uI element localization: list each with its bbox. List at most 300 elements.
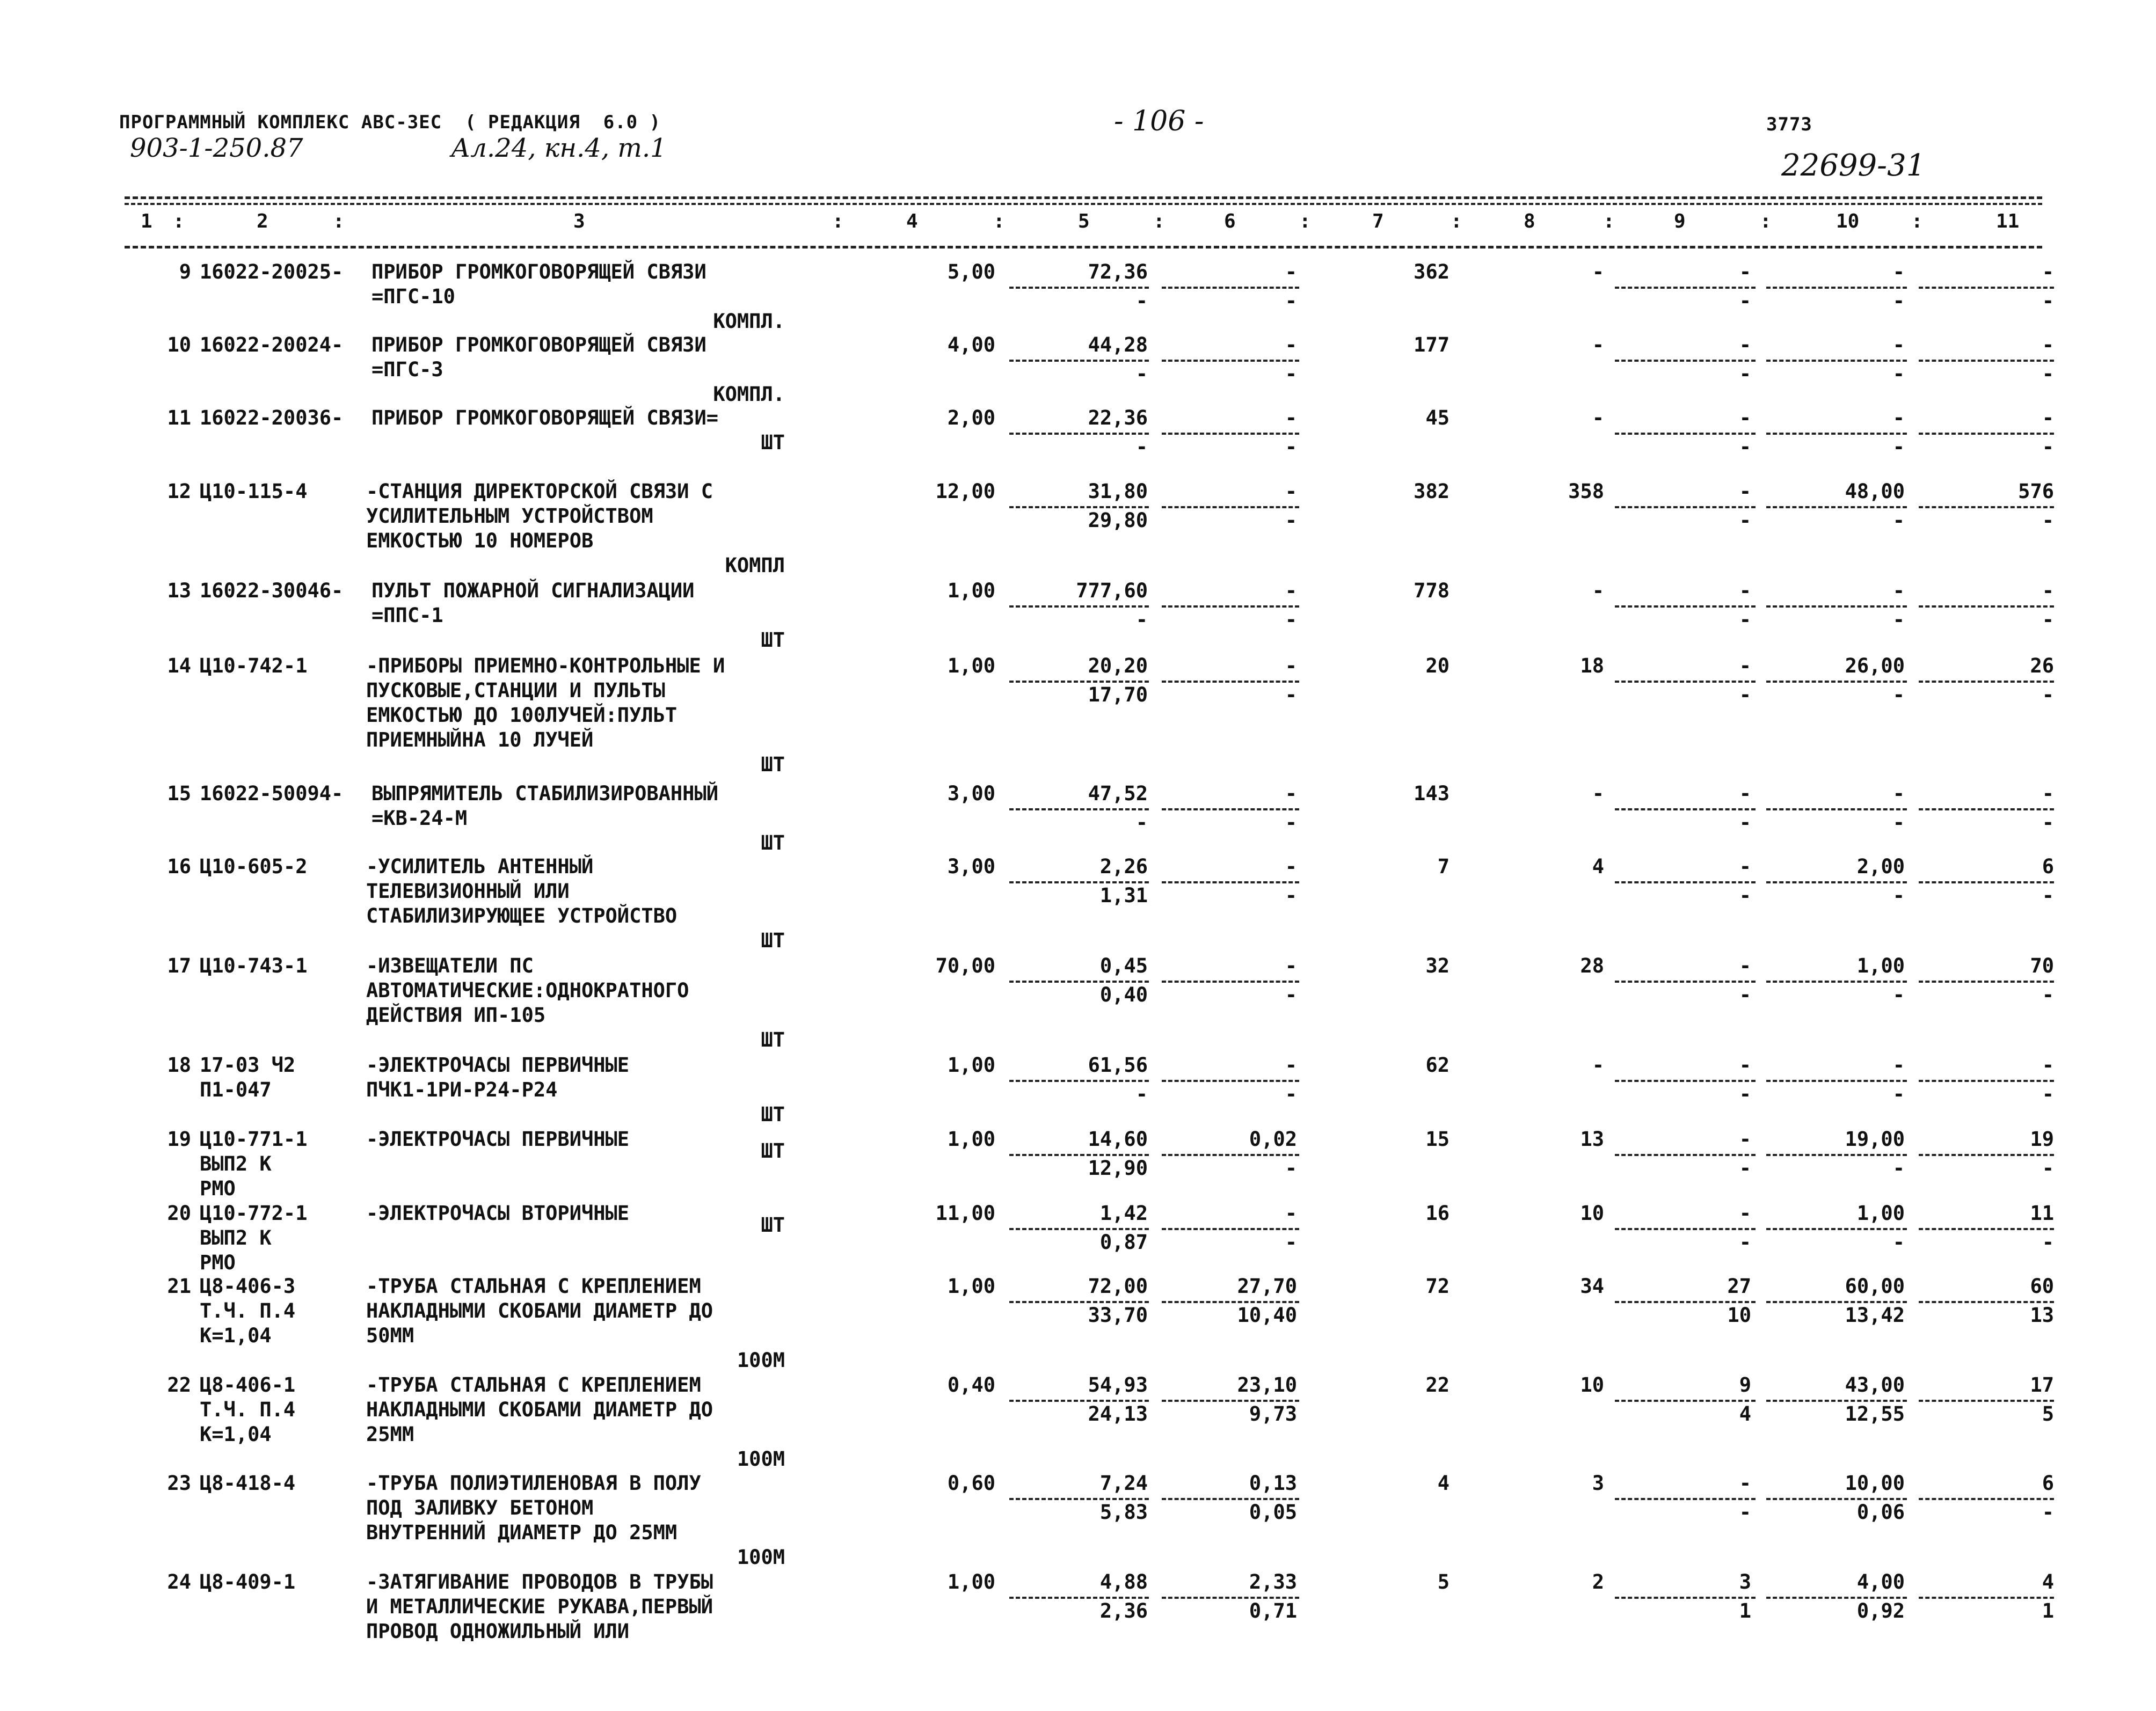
quantity: 1,00 (947, 1128, 995, 1151)
total-cost: 5 (1437, 1570, 1450, 1593)
labor-total: - (2042, 333, 2054, 356)
item-description: -УСИЛИТЕЛЬ АНТЕННЫЙ (366, 855, 594, 878)
machinist-wage: - (1285, 1157, 1297, 1180)
rate-code: Ц8-418-4 (200, 1472, 296, 1495)
column-separator: : (1911, 210, 1923, 232)
document-code: 3773 (1766, 114, 1812, 135)
unit-cost: 7,24 (1099, 1472, 1148, 1495)
machine-total: - (1739, 782, 1751, 805)
row-number: 15 (167, 782, 191, 805)
machine-cost: - (1285, 480, 1297, 503)
unit-cost: 1,42 (1099, 1202, 1148, 1225)
item-description: ВЫПРЯМИТЕЛЬ СТАБИЛИЗИРОВАННЫЙ (372, 782, 719, 805)
measure-unit: ШТ (761, 753, 785, 776)
quantity: 2,00 (947, 406, 995, 429)
machinist-wage-total: - (1739, 435, 1751, 458)
measure-unit: КОМПЛ (725, 554, 785, 577)
column-header-3: 3 (573, 210, 585, 232)
rate-code: Ц10-742-1 (200, 654, 308, 677)
machinist-labor: - (1892, 811, 1905, 834)
wage-per-unit: 17,70 (1088, 683, 1148, 706)
unit-cost: 2,26 (1099, 855, 1148, 878)
row-number: 12 (167, 480, 191, 503)
column-header-7: 7 (1372, 210, 1384, 232)
machinist-wage: - (1285, 608, 1297, 631)
quantity: 1,00 (947, 1570, 995, 1593)
labor-per-unit: 19,00 (1845, 1128, 1905, 1151)
wage-per-unit: 12,90 (1088, 1157, 1148, 1180)
machinist-wage: - (1285, 509, 1297, 532)
quantity: 3,00 (947, 782, 995, 805)
unit-cost: 4,88 (1099, 1570, 1148, 1593)
machinist-labor: - (1892, 884, 1905, 907)
item-description: 50ММ (366, 1324, 414, 1347)
rate-code: Ц10-605-2 (200, 855, 308, 878)
measure-unit: ШТ (761, 1103, 785, 1126)
quantity: 11,00 (935, 1202, 995, 1225)
labor-total: - (2042, 1054, 2054, 1077)
quantity: 4,00 (947, 333, 995, 356)
total-cost: 72 (1425, 1275, 1450, 1298)
item-description: СТАБИЛИЗИРУЮЩЕЕ УСТРОЙСТВО (366, 904, 678, 927)
item-description: ПОД ЗАЛИВКУ БЕТОНОМ (366, 1496, 594, 1519)
machinist-labor: - (1892, 1083, 1905, 1106)
machinist-wage: - (1285, 983, 1297, 1006)
row-number: 24 (167, 1570, 191, 1593)
measure-unit: ШТ (761, 1028, 785, 1051)
item-description: =ППС-1 (372, 604, 443, 627)
item-description: ПРОВОД ОДНОЖИЛЬНЫЙ ИЛИ (366, 1620, 630, 1643)
unit-cost: 14,60 (1088, 1128, 1148, 1151)
column-header-4: 4 (906, 210, 918, 232)
machinist-wage-total: - (1739, 1083, 1751, 1106)
wage-total: - (1592, 782, 1604, 805)
machinist-labor-total: 13 (2030, 1304, 2054, 1327)
total-cost: 4 (1437, 1472, 1450, 1495)
item-description: ПРИБОР ГРОМКОГОВОРЯЩЕЙ СВЯЗИ= (372, 406, 719, 429)
wage-total: 4 (1592, 855, 1604, 878)
rate-code: ВЫП2 К (200, 1152, 272, 1175)
machinist-wage-total: - (1739, 811, 1751, 834)
rate-code: Т.Ч. П.4 (200, 1299, 296, 1322)
total-cost: 15 (1425, 1128, 1450, 1151)
machine-total: - (1739, 480, 1751, 503)
quantity: 1,00 (947, 1275, 995, 1298)
unit-cost: 47,52 (1088, 782, 1148, 805)
row-number: 22 (167, 1373, 191, 1396)
labor-per-unit: 1,00 (1856, 1202, 1905, 1225)
wage-per-unit: 5,83 (1099, 1501, 1148, 1524)
column-header-9: 9 (1674, 210, 1686, 232)
item-description: ДЕЙСТВИЯ ИП-105 (366, 1004, 546, 1027)
machine-cost: - (1285, 654, 1297, 677)
machinist-labor: - (1892, 683, 1905, 706)
machinist-wage-total: - (1739, 509, 1751, 532)
machinist-labor-total: - (2042, 1083, 2054, 1106)
machinist-wage: - (1285, 1231, 1297, 1254)
rate-code: Ц10-771-1 (200, 1128, 308, 1151)
labor-total: 576 (2018, 480, 2054, 503)
column-separator: : (333, 210, 345, 232)
labor-per-unit: - (1892, 333, 1905, 356)
machinist-wage-total: - (1739, 1157, 1751, 1180)
total-cost: 382 (1414, 480, 1450, 503)
item-description: ПУСКОВЫЕ,СТАНЦИИ И ПУЛЬТЫ (366, 679, 665, 702)
labor-total: 70 (2030, 954, 2054, 977)
item-description: НАКЛАДНЫМИ СКОБАМИ ДИАМЕТР ДО (366, 1398, 713, 1421)
item-description: -ЭЛЕКТРОЧАСЫ ВТОРИЧНЫЕ (366, 1202, 630, 1225)
item-description: -СТАНЦИЯ ДИРЕКТОРСКОЙ СВЯЗИ С (366, 480, 713, 503)
rate-code: 16022-20036- (200, 406, 344, 429)
machinist-labor-total: 5 (2042, 1402, 2054, 1425)
page-number: - 106 - (1114, 105, 1204, 137)
row-number: 9 (179, 260, 191, 283)
wage-per-unit: - (1135, 1083, 1148, 1106)
machinist-labor-total: - (2042, 435, 2054, 458)
labor-per-unit: 1,00 (1856, 954, 1905, 977)
labor-total: 60 (2030, 1275, 2054, 1298)
quantity: 5,00 (947, 260, 995, 283)
total-cost: 778 (1414, 579, 1450, 602)
measure-unit: ШТ (761, 1213, 785, 1237)
machinist-wage-total: - (1739, 1501, 1751, 1524)
machinist-wage: - (1285, 362, 1297, 385)
machinist-wage-total: - (1739, 683, 1751, 706)
machinist-labor: - (1892, 509, 1905, 532)
machinist-wage: 0,05 (1249, 1501, 1297, 1524)
machine-cost: 0,13 (1249, 1472, 1297, 1495)
machine-cost: - (1285, 260, 1297, 283)
item-description: -ТРУБА СТАЛЬНАЯ С КРЕПЛЕНИЕМ (366, 1275, 701, 1298)
rate-code: 17-03 Ч2 (200, 1054, 296, 1077)
unit-cost: 72,00 (1088, 1275, 1148, 1298)
rate-code: Ц10-743-1 (200, 954, 308, 977)
unit-cost: 72,36 (1088, 260, 1148, 283)
wage-per-unit: 2,36 (1099, 1599, 1148, 1622)
labor-per-unit: 26,00 (1845, 654, 1905, 677)
wage-per-unit: - (1135, 811, 1148, 834)
measure-unit: ШТ (761, 628, 785, 652)
machinist-labor-total: - (2042, 608, 2054, 631)
measure-unit: 100М (737, 1546, 785, 1569)
unit-cost: 61,56 (1088, 1054, 1148, 1077)
machinist-labor-total: - (2042, 683, 2054, 706)
item-description: ЕМКОСТЬЮ 10 НОМЕРОВ (366, 529, 594, 552)
item-description: =КВ-24-М (372, 807, 468, 830)
labor-total: 11 (2030, 1202, 2054, 1225)
machine-cost: 2,33 (1249, 1570, 1297, 1593)
wage-per-unit: - (1135, 289, 1148, 312)
row-number: 23 (167, 1472, 191, 1495)
wage-per-unit: 0,40 (1099, 983, 1148, 1006)
measure-unit: КОМПЛ. (713, 383, 785, 406)
machinist-labor-total: - (2042, 362, 2054, 385)
labor-total: - (2042, 260, 2054, 283)
item-description: И МЕТАЛЛИЧЕСКИЕ РУКАВА,ПЕРВЫЙ (366, 1595, 713, 1618)
column-header-8: 8 (1524, 210, 1535, 232)
measure-unit: 100М (737, 1349, 785, 1372)
machinist-labor-total: - (2042, 1501, 2054, 1524)
machinist-labor: - (1892, 608, 1905, 631)
rate-code: Ц8-406-3 (200, 1275, 296, 1298)
machine-total: - (1739, 1054, 1751, 1077)
quantity: 0,60 (947, 1472, 995, 1495)
item-description: ПЧК1-1РИ-Р24-Р24 (366, 1078, 558, 1101)
machine-cost: - (1285, 855, 1297, 878)
machine-total: 3 (1739, 1570, 1751, 1593)
machinist-labor: - (1892, 1157, 1905, 1180)
wage-total: - (1592, 260, 1604, 283)
wage-total: - (1592, 406, 1604, 429)
machinist-labor-total: - (2042, 509, 2054, 532)
machinist-wage: - (1285, 683, 1297, 706)
column-separator: : (1603, 210, 1615, 232)
machinist-labor-total: - (2042, 1157, 2054, 1180)
wage-per-unit: - (1135, 435, 1148, 458)
row-number: 11 (167, 406, 191, 429)
rate-code: К=1,04 (200, 1324, 272, 1347)
item-description: -ИЗВЕЩАТЕЛИ ПС (366, 954, 534, 977)
quantity: 1,00 (947, 654, 995, 677)
machinist-wage: 0,71 (1249, 1599, 1297, 1622)
labor-per-unit: - (1892, 260, 1905, 283)
wage-total: 358 (1568, 480, 1604, 503)
rate-code: Т.Ч. П.4 (200, 1398, 296, 1421)
total-cost: 177 (1414, 333, 1450, 356)
column-separator: : (993, 210, 1005, 232)
total-cost: 362 (1414, 260, 1450, 283)
unit-cost: 54,93 (1088, 1373, 1148, 1396)
measure-unit: ШТ (761, 929, 785, 952)
measure-unit: 100М (737, 1447, 785, 1471)
machinist-wage-total: - (1739, 289, 1751, 312)
machinist-wage-total: 4 (1739, 1402, 1751, 1425)
labor-per-unit: 60,00 (1845, 1275, 1905, 1298)
quantity: 0,40 (947, 1373, 995, 1396)
rate-code: Ц10-115-4 (200, 480, 308, 503)
wage-per-unit: 0,87 (1099, 1231, 1148, 1254)
row-number: 21 (167, 1275, 191, 1298)
wage-per-unit: - (1135, 608, 1148, 631)
item-description: ТЕЛЕВИЗИОННЫЙ ИЛИ (366, 880, 570, 903)
unit-cost: 0,45 (1099, 954, 1148, 977)
measure-unit: КОМПЛ. (713, 310, 785, 333)
machinist-wage-total: - (1739, 983, 1751, 1006)
wage-total: - (1592, 333, 1604, 356)
machinist-wage: 9,73 (1249, 1402, 1297, 1425)
rate-code: К=1,04 (200, 1423, 272, 1446)
column-header-2: 2 (257, 210, 268, 232)
machine-total: - (1739, 1202, 1751, 1225)
rate-code: Ц8-406-1 (200, 1373, 296, 1396)
wage-total: - (1592, 1054, 1604, 1077)
labor-per-unit: 10,00 (1845, 1472, 1905, 1495)
machinist-labor: - (1892, 362, 1905, 385)
column-separator: : (832, 210, 844, 232)
machine-cost: - (1285, 1054, 1297, 1077)
machine-total: - (1739, 260, 1751, 283)
rate-code: РМО (200, 1251, 236, 1274)
machine-cost: - (1285, 1202, 1297, 1225)
machine-total: - (1739, 406, 1751, 429)
measure-unit: ШТ (761, 431, 785, 454)
item-description: =ПГС-10 (372, 285, 455, 308)
machine-cost: 0,02 (1249, 1128, 1297, 1151)
machinist-labor-total: - (2042, 811, 2054, 834)
column-separator: : (1451, 210, 1462, 232)
rate-code: РМО (200, 1177, 236, 1200)
machinist-labor: 13,42 (1845, 1304, 1905, 1327)
column-header-1: 1 (141, 210, 152, 232)
quantity: 70,00 (935, 954, 995, 977)
machine-cost: - (1285, 782, 1297, 805)
labor-per-unit: 48,00 (1845, 480, 1905, 503)
machine-total: - (1739, 954, 1751, 977)
row-number: 18 (167, 1054, 191, 1077)
wage-total: 10 (1580, 1373, 1604, 1396)
quantity: 12,00 (935, 480, 995, 503)
measure-unit: ШТ (761, 1139, 785, 1162)
machinist-labor-total: - (2042, 884, 2054, 907)
program-line: ПРОГРАММНЫЙ КОМПЛЕКС АВС-ЗЕС ( РЕДАКЦИЯ 6.0 ) (119, 112, 661, 133)
labor-per-unit: 43,00 (1845, 1373, 1905, 1396)
row-number: 17 (167, 954, 191, 977)
item-description: -ЭЛЕКТРОЧАСЫ ПЕРВИЧНЫЕ (366, 1054, 630, 1077)
total-cost: 143 (1414, 782, 1450, 805)
item-description: -ЗАТЯГИВАНИЕ ПРОВОДОВ В ТРУБЫ (366, 1570, 713, 1593)
machine-total: - (1739, 333, 1751, 356)
item-description: ПРИБОР ГРОМКОГОВОРЯЩЕЙ СВЯЗИ (372, 260, 706, 283)
machinist-wage-total: 1 (1739, 1599, 1751, 1622)
machinist-labor: - (1892, 289, 1905, 312)
labor-total: 6 (2042, 855, 2054, 878)
machinist-wage: - (1285, 884, 1297, 907)
column-separator: : (1299, 210, 1311, 232)
album-reference: Ал.24, кн.4, т.1 (451, 133, 667, 163)
column-separator: : (1760, 210, 1772, 232)
machine-total: 27 (1727, 1275, 1751, 1298)
machinist-wage: 10,40 (1237, 1304, 1297, 1327)
labor-per-unit: - (1892, 782, 1905, 805)
machinist-wage: - (1285, 811, 1297, 834)
project-code: 903-1-250.87 (130, 133, 303, 163)
wage-total: 10 (1580, 1202, 1604, 1225)
unit-cost: 20,20 (1088, 654, 1148, 677)
labor-per-unit: - (1892, 579, 1905, 602)
rate-code: 16022-50094- (200, 782, 344, 805)
column-separator: : (173, 210, 185, 232)
total-cost: 20 (1425, 654, 1450, 677)
labor-total: - (2042, 579, 2054, 602)
machine-cost: 23,10 (1237, 1373, 1297, 1396)
unit-cost: 44,28 (1088, 333, 1148, 356)
machine-total: - (1739, 855, 1751, 878)
machinist-wage: - (1285, 1083, 1297, 1106)
wage-per-unit: 29,80 (1088, 509, 1148, 532)
row-number: 14 (167, 654, 191, 677)
wage-total: 34 (1580, 1275, 1604, 1298)
item-description: ПУЛЬТ ПОЖАРНОЙ СИГНАЛИЗАЦИИ (372, 579, 695, 602)
item-description: АВТОМАТИЧЕСКИЕ:ОДНОКРАТНОГО (366, 979, 689, 1002)
wage-per-unit: 24,13 (1088, 1402, 1148, 1425)
machine-cost: - (1285, 579, 1297, 602)
total-cost: 7 (1437, 855, 1450, 878)
item-description: ЕМКОСТЬЮ ДО 100ЛУЧЕЙ:ПУЛЬТ (366, 704, 678, 727)
machine-cost: - (1285, 406, 1297, 429)
machine-total: - (1739, 1472, 1751, 1495)
wage-total: - (1592, 579, 1604, 602)
machinist-wage-total: 10 (1727, 1304, 1751, 1327)
item-description: -ТРУБА ПОЛИЭТИЛЕНОВАЯ В ПОЛУ (366, 1472, 701, 1495)
item-description: ПРИЕМНЫЙНА 10 ЛУЧЕЙ (366, 728, 594, 751)
machinist-labor-total: - (2042, 289, 2054, 312)
machinist-labor-total: - (2042, 1231, 2054, 1254)
labor-per-unit: 2,00 (1856, 855, 1905, 878)
rate-code: 16022-20024- (200, 333, 344, 356)
rate-code: ВЫП2 К (200, 1226, 272, 1249)
total-cost: 16 (1425, 1202, 1450, 1225)
column-separator: : (1153, 210, 1165, 232)
item-description: НАКЛАДНЫМИ СКОБАМИ ДИАМЕТР ДО (366, 1299, 713, 1322)
total-cost: 22 (1425, 1373, 1450, 1396)
machinist-labor-total: - (2042, 983, 2054, 1006)
item-description: -ТРУБА СТАЛЬНАЯ С КРЕПЛЕНИЕМ (366, 1373, 701, 1396)
archive-number: 22699-31 (1781, 148, 1926, 183)
column-header-11: 11 (1996, 210, 2020, 232)
machine-total: - (1739, 1128, 1751, 1151)
unit-cost: 777,60 (1076, 579, 1148, 602)
quantity: 1,00 (947, 1054, 995, 1077)
labor-total: 17 (2030, 1373, 2054, 1396)
wage-per-unit: 33,70 (1088, 1304, 1148, 1327)
machinist-labor: - (1892, 983, 1905, 1006)
machinist-labor-total: 1 (2042, 1599, 2054, 1622)
column-header-5: 5 (1078, 210, 1090, 232)
item-description: ПРИБОР ГРОМКОГОВОРЯЩЕЙ СВЯЗИ (372, 333, 706, 356)
wage-per-unit: - (1135, 362, 1148, 385)
machinist-wage-total: - (1739, 608, 1751, 631)
item-description: 25ММ (366, 1423, 414, 1446)
machine-total: - (1739, 654, 1751, 677)
machine-cost: 27,70 (1237, 1275, 1297, 1298)
row-number: 16 (167, 855, 191, 878)
rate-code: Ц8-409-1 (200, 1570, 296, 1593)
unit-cost: 31,80 (1088, 480, 1148, 503)
wage-per-unit: 1,31 (1099, 884, 1148, 907)
unit-cost: 22,36 (1088, 406, 1148, 429)
wage-total: 18 (1580, 654, 1604, 677)
item-description: -ЭЛЕКТРОЧАСЫ ПЕРВИЧНЫЕ (366, 1128, 630, 1151)
machine-cost: - (1285, 954, 1297, 977)
labor-per-unit: 4,00 (1856, 1570, 1905, 1593)
machinist-wage-total: - (1739, 362, 1751, 385)
machinist-labor: - (1892, 1231, 1905, 1254)
machinist-labor: 0,92 (1856, 1599, 1905, 1622)
machinist-labor: - (1892, 435, 1905, 458)
machinist-labor: 0,06 (1856, 1501, 1905, 1524)
rate-code: П1-047 (200, 1078, 272, 1101)
wage-total: 3 (1592, 1472, 1604, 1495)
total-cost: 32 (1425, 954, 1450, 977)
machinist-wage-total: - (1739, 1231, 1751, 1254)
wage-total: 2 (1592, 1570, 1604, 1593)
item-description: УСИЛИТЕЛЬНЫМ УСТРОЙСТВОМ (366, 504, 653, 528)
labor-total: 26 (2030, 654, 2054, 677)
rate-code: 16022-30046- (200, 579, 344, 602)
row-number: 13 (167, 579, 191, 602)
row-number: 20 (167, 1202, 191, 1225)
item-description: -ПРИБОРЫ ПРИЕМНО-КОНТРОЛЬНЫЕ И (366, 654, 725, 677)
